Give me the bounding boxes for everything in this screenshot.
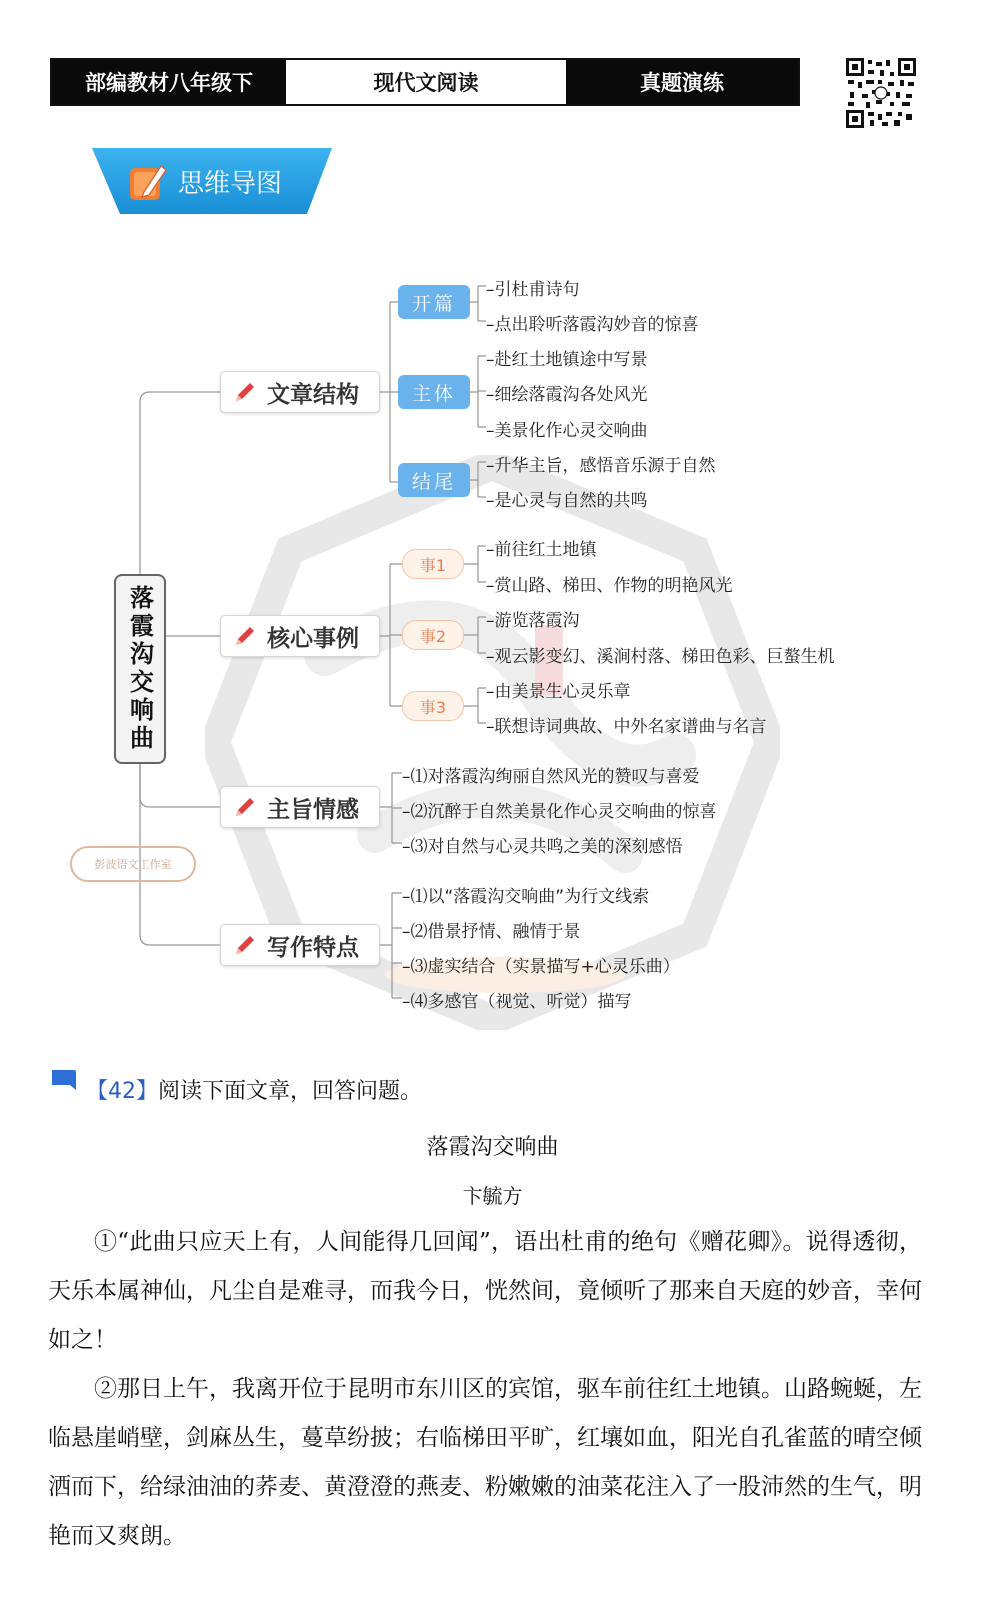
pencil-icon (233, 933, 257, 957)
leaf-item: –⑵借景抒情、融情于景 (402, 922, 581, 942)
paragraph-2: ②那日上午，我离开位于昆明市东川区的宾馆，驱车前往红土地镇。山路蜿蜒，左临悬崖峭壁，剑麻丛生，蔓草纷披；右临梯田平旷，红壤如血，阳光自孔雀蓝的晴空倾洒而下，给绿油油的荞麦、黄澄澄的燕麦、粉嫩嫩的油菜花注入了一股沛然的生气，明艳而又爽朗。 (48, 1376, 922, 1549)
leaf-item: –引杜甫诗句 (486, 280, 580, 300)
article-title: 落霞沟交响曲 (426, 1135, 559, 1160)
leaf-item: –⑶虚实结合（实景描写+心灵乐曲） (402, 957, 680, 977)
leaf-item: –前往红土地镇 (486, 540, 597, 560)
question-text: 阅读下面文章，回答问题。 (158, 1079, 423, 1104)
tag-body: 主体 (398, 375, 470, 409)
leaf-item: –由美景生心灵乐章 (486, 682, 631, 702)
tag-ending: 结尾 (398, 463, 470, 497)
header-section: 现代文阅读 (286, 60, 566, 104)
header-grade: 部编教材八年级下 (52, 60, 286, 104)
branch-core-events: 核心事例 (220, 615, 380, 657)
tag-event-3: 事3 (402, 691, 464, 721)
header-practice: 真题演练 (566, 60, 798, 104)
leaf-item: –升华主旨，感悟音乐源于自然 (486, 456, 716, 476)
leaf-item: –赏山路、梯田、作物的明艳风光 (486, 576, 733, 596)
leaf-item: –联想诗词典故、中外名家谱曲与名言 (486, 717, 767, 737)
paragraph-1: ①“此曲只应天上有，人间能得几回闻”，语出杜甫的绝句《赠花卿》。说得透彻，天乐本属神仙，凡尘自是难寻，而我今日，恍然间，竟倾听了那来自天庭的妙音，幸何如之！ (48, 1229, 922, 1353)
leaf-item: –⑴以“落霞沟交响曲”为行文线索 (402, 887, 650, 907)
bookmark-icon (50, 1068, 78, 1094)
branch-writing: 写作特点 (220, 924, 380, 966)
question-prompt (86, 1074, 422, 1105)
mindmap-root: 落霞沟交响曲 (114, 574, 166, 764)
leaf-item: –游览落霞沟 (486, 611, 580, 631)
leaf-item: –⑵沉醉于自然美景化作心灵交响曲的惊喜 (402, 802, 717, 822)
tag-event-1: 事1 (402, 549, 464, 579)
leaf-item: –⑷多感官（视觉、听觉）描写 (402, 992, 632, 1012)
tag-opening: 开篇 (398, 285, 470, 319)
leaf-item: –美景化作心灵交响曲 (486, 421, 648, 441)
leaf-item: –观云影变幻、溪涧村落、梯田色彩、巨螯生机 (486, 647, 835, 667)
pencil-icon (233, 380, 257, 404)
branch-structure: 文章结构 (220, 371, 380, 413)
studio-stamp: 彭波语文工作室 (70, 846, 196, 882)
leaf-item: –⑴对落霞沟绚丽自然风光的赞叹与喜爱 (402, 767, 700, 787)
question-number: 【42】 (86, 1079, 158, 1104)
leaf-item: –点出聆听落霞沟妙音的惊喜 (486, 315, 699, 335)
leaf-item: –⑶对自然与心灵共鸣之美的深刻感悟 (402, 837, 683, 857)
leaf-item: –细绘落霞沟各处风光 (486, 385, 648, 405)
branch-theme: 主旨情感 (220, 786, 380, 828)
tag-event-2: 事2 (402, 620, 464, 650)
pencil-icon (233, 795, 257, 819)
banner-label: 思维导图 (178, 169, 283, 199)
leaf-item: –赴红土地镇途中写景 (486, 350, 648, 370)
article-author: 卞毓方 (462, 1184, 523, 1208)
pencil-icon (233, 624, 257, 648)
leaf-item: –是心灵与自然的共鸣 (486, 491, 648, 511)
